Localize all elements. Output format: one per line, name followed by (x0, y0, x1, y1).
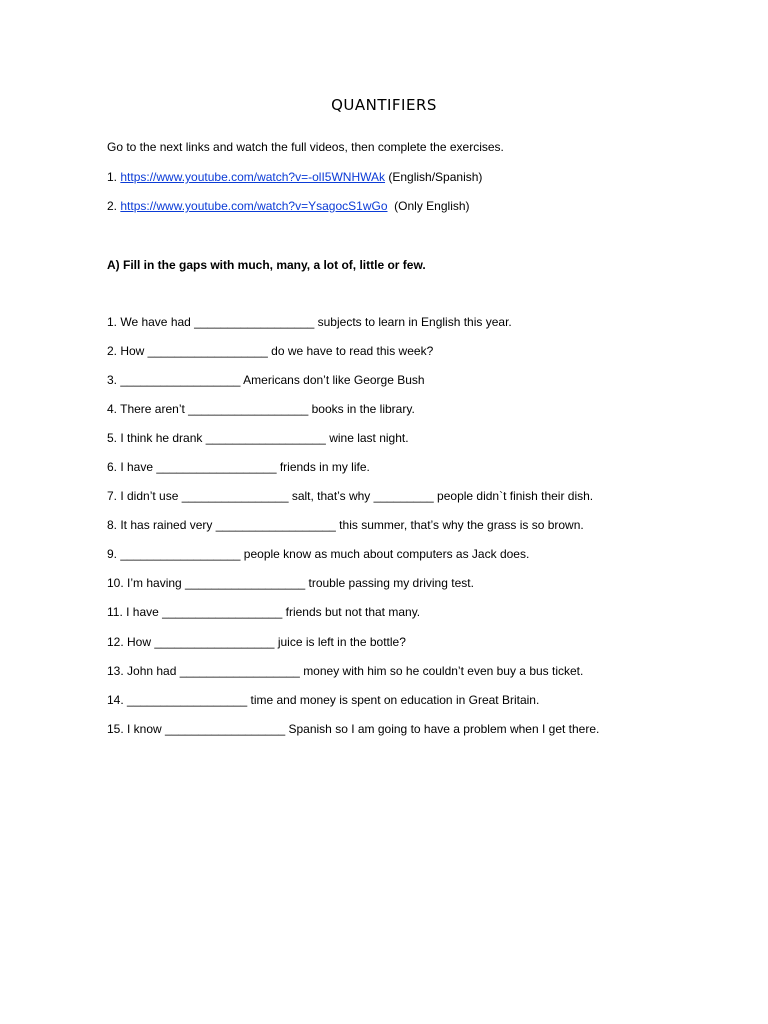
exercise-item: 8. It has rained very __________________ this summer, that’s why the grass is so brown. (107, 518, 584, 532)
youtube-link-2[interactable]: https://www.youtube.com/watch?v=YsagocS1wGo (120, 199, 388, 213)
page-title: QUANTIFIERS (331, 96, 437, 114)
exercise-item: 4. There aren’t __________________ books in the library. (107, 402, 415, 416)
instructions-text: Go to the next links and watch the full videos, then complete the exercises. (107, 140, 504, 154)
link-note: (English/Spanish) (388, 170, 483, 184)
exercise-item: 9. __________________ people know as much about computers as Jack does. (107, 547, 530, 561)
youtube-link-1[interactable]: https://www.youtube.com/watch?v=-olI5WNHWAk (120, 170, 386, 184)
exercise-item: 11. I have __________________ friends but not that many. (107, 605, 421, 619)
exercise-item: 14. __________________ time and money is spent on education in Great Britain. (107, 693, 540, 707)
link-line-2 (107, 198, 470, 214)
exercise-item: 15. I know __________________ Spanish so I am going to have a problem when I get there. (107, 722, 600, 736)
exercise-item: 5. I think he drank __________________ wine last night. (107, 431, 409, 445)
exercise-item: 1. We have had __________________ subjects to learn in English this year. (107, 315, 512, 329)
exercise-item: 7. I didn’t use ________________ salt, that’s why _________ people didn`t finish their dish. (107, 489, 594, 503)
link-note: (Only English) (394, 199, 470, 213)
exercise-item: 12. How __________________ juice is left in the bottle? (107, 635, 406, 649)
link-number: 2. (107, 199, 118, 213)
exercise-item: 3. __________________ Americans don’t like George Bush (107, 373, 425, 387)
exercise-item: 6. I have __________________ friends in my life. (107, 460, 370, 474)
link-line-1 (107, 169, 482, 185)
exercise-item: 10. I’m having __________________ trouble passing my driving test. (107, 576, 474, 590)
exercise-item: 13. John had __________________ money with him so he couldn’t even buy a bus ticket. (107, 664, 584, 678)
section-a-heading: A) Fill in the gaps with much, many, a lot of, little or few. (107, 258, 426, 272)
exercise-item: 2. How __________________ do we have to read this week? (107, 344, 434, 358)
link-number: 1. (107, 170, 118, 184)
